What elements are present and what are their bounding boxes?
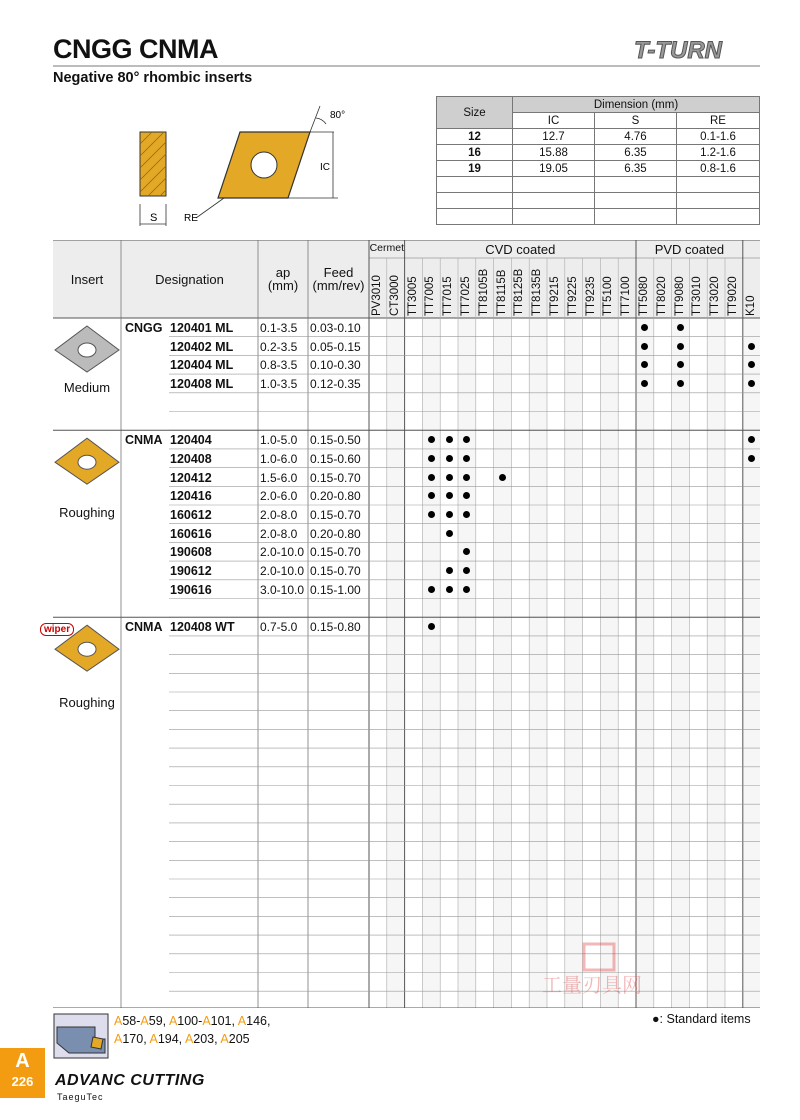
standard-dot [446,455,453,462]
feed-value: 0.15-0.80 [310,620,361,635]
page-letter: A [15,1050,30,1072]
ap-value: 1.0-5.0 [260,433,298,448]
ref-page[interactable]: 101, [210,1014,238,1028]
standard-dot [446,492,453,499]
ref-page[interactable]: 205 [228,1032,250,1046]
grade-pv3010: PV3010 [371,275,383,316]
ap-value: 0.8-3.5 [260,358,298,373]
grade-tt9020: TT9020 [727,276,739,316]
ref-letter[interactable]: A [220,1032,229,1046]
feed-value: 0.10-0.30 [310,358,361,373]
designation-code: 120404 [170,433,212,448]
grade-tt8105b: TT8105B [477,268,490,316]
designation-code: 160612 [170,508,212,522]
page-tab [0,1048,45,1098]
grade-ct3000: CT3000 [388,275,401,316]
dimension-row: 19 19.05 6.35 0.8-1.6 [437,161,760,177]
standard-dot [428,436,435,443]
grade-tt8135b: TT8135B [531,268,544,316]
feed-value: 0.15-0.70 [310,545,361,560]
designation-code: 120408 [170,451,212,466]
grade-tt5100: TT5100 [602,276,615,316]
top-view [196,106,338,218]
ap-value: 0.7-5.0 [260,620,298,635]
standard-dot [499,474,506,481]
ap-value: 2.0-6.0 [260,489,298,504]
ap-value: 1.0-3.5 [260,377,298,392]
brand-sub: TaeguTec [57,1092,104,1102]
designation-header: Designation [155,272,224,287]
ref-page[interactable]: 58- [122,1014,141,1028]
dimension-table [436,96,760,225]
designation-code: 160616 [170,526,212,541]
svg-text:工量刃具网: 工量刃具网 [542,975,642,997]
standard-dot [428,455,435,462]
designation-code: 120416 [170,489,212,504]
designation-code: 120404 ML [170,358,234,373]
standard-dot [446,511,453,518]
standard-dot [428,623,435,630]
feed-value: 0.20-0.80 [310,489,361,504]
t-turn-logo [630,32,762,64]
feed-value: 0.20-0.80 [310,526,361,541]
designation-code: 120412 [170,470,212,485]
page-references[interactable] [114,1012,270,1048]
insert-diagram [128,100,368,240]
dimension-row: 16 15.88 6.35 1.2-1.6 [437,145,760,161]
standard-dot [446,530,453,537]
insert-type-label: Roughing [59,505,115,521]
designation-code: 120408 WT [170,620,235,635]
designation-code: 190616 [170,582,212,597]
grade-tt9215: TT9215 [549,276,561,316]
grade-tt3005: TT3005 [406,276,419,316]
ref-page[interactable]: 100- [177,1014,203,1028]
brand-logo: ADVANC CUTTING [55,1072,205,1089]
grade-tt7025: TT7025 [460,276,472,316]
pvd-header: PVD coated [654,242,725,257]
ref-letter[interactable]: A [184,1032,194,1046]
standard-dot [428,511,435,518]
ic-label: IC [320,162,330,173]
col-ic: IC [513,113,595,129]
insert-image [55,326,119,372]
dimension-header: Dimension (mm) [513,97,760,113]
feed-value: 0.15-0.60 [310,451,361,466]
designation-prefix: CNMA [125,620,163,635]
grade-tt8125b: TT8125B [513,268,526,316]
page-number: 226 [11,1074,34,1089]
ap-value: 1.0-6.0 [260,451,298,466]
page-subtitle: Negative 80° rhombic inserts [53,70,253,86]
grade-tt3010: TT3010 [691,276,704,316]
ref-letter[interactable]: A [140,1014,149,1028]
page-title: CNGG CNMA [53,34,218,64]
feed-value: 0.03-0.10 [310,321,361,335]
designation-code: 120402 ML [170,339,234,354]
grade-tt7100: TT7100 [620,276,633,316]
standard-dot [446,474,453,481]
grade-tt7015: TT7015 [442,276,455,316]
grade-tt9225: TT9225 [566,276,579,316]
ap-value: 2.0-8.0 [260,508,298,522]
grade-tt5080: TT5080 [638,276,650,316]
ref-letter[interactable]: A [114,1032,123,1046]
grade-k10: K10 [744,295,757,316]
col-re: RE [677,113,760,129]
ref-page[interactable]: 203, [193,1032,221,1046]
feed-value: 0.15-0.70 [310,564,361,579]
insert-header: Insert [70,272,104,287]
s-label: S [150,212,158,224]
watermark [540,940,690,1000]
legend: ●: Standard items [652,1012,751,1026]
ref-letter[interactable]: A [237,1014,247,1028]
ref-letter[interactable]: A [114,1014,123,1028]
standard-dot [677,324,684,331]
standard-dot [428,586,435,593]
standard-dot [446,586,453,593]
ap-value: 2.0-10.0 [260,545,305,560]
ref-page[interactable]: 146, [246,1014,271,1028]
grade-tt9235: TT9235 [584,276,597,316]
dimension-row: 12 12.7 4.76 0.1-1.6 [437,129,760,145]
standard-dot [446,567,453,574]
grade-tt8115b: TT8115B [495,269,508,316]
col-s: S [595,113,677,129]
designation-code: 120401 ML [170,321,234,335]
ref-page[interactable]: 59, [148,1014,169,1028]
logo-text: T-TURN [634,37,722,64]
designation-prefix: CNMA [125,433,163,448]
standard-dot [748,343,755,350]
designation-code: 190612 [170,564,212,579]
ref-letter[interactable]: A [202,1014,211,1028]
re-label: RE [184,213,198,224]
angle-label: 80° [330,110,346,121]
dimension-row [437,209,760,225]
standard-dot [446,436,453,443]
feed-unit: (mm/rev) [312,278,365,293]
ap-header: ap [275,265,291,280]
ap-value: 2.0-10.0 [260,564,305,579]
ap-value: 0.1-3.5 [260,321,298,335]
designation-prefix: CNGG [125,321,163,335]
designation-code: 120408 ML [170,377,234,392]
cermet-header: Cermet [369,242,405,254]
feed-value: 0.15-0.70 [310,470,361,485]
ap-value: 2.0-8.0 [260,526,298,541]
grade-tt9080: TT9080 [673,276,686,316]
feed-value: 0.12-0.35 [310,377,361,392]
standard-dot [677,343,684,350]
feed-value: 0.15-1.00 [310,582,361,597]
cvd-header: CVD coated [485,242,556,257]
dimension-row [437,177,760,193]
ap-value: 1.5-6.0 [260,470,298,485]
feed-value: 0.05-0.15 [310,339,361,354]
wiper-badge: wiper [40,623,74,636]
title-rule [53,65,760,67]
ref-page[interactable]: 170, [122,1032,150,1046]
ap-unit: (mm) [267,278,299,293]
toolholder-icon [53,1013,109,1059]
grade-tt8020: TT8020 [655,276,668,316]
grade-tt7005: TT7005 [424,276,437,316]
ref-letter[interactable]: A [168,1014,178,1028]
insert-image [55,438,119,484]
designation-code: 190608 [170,545,212,560]
dimension-row [437,193,760,209]
ap-value: 0.2-3.5 [260,339,298,354]
feed-value: 0.15-0.70 [310,508,361,522]
size-header: Size [437,97,513,129]
ap-value: 3.0-10.0 [260,582,305,597]
standard-dot [428,474,435,481]
feed-header: Feed [323,265,354,280]
insert-type-label: Medium [63,380,111,395]
ref-page[interactable]: 194, [157,1032,185,1046]
feed-value: 0.15-0.50 [310,433,361,448]
standard-dot [463,474,470,481]
ref-letter[interactable]: A [149,1032,158,1046]
insert-type-label: Roughing [59,695,115,711]
insert-grade-table [53,240,760,1008]
grade-tt3020: TT3020 [709,276,722,316]
